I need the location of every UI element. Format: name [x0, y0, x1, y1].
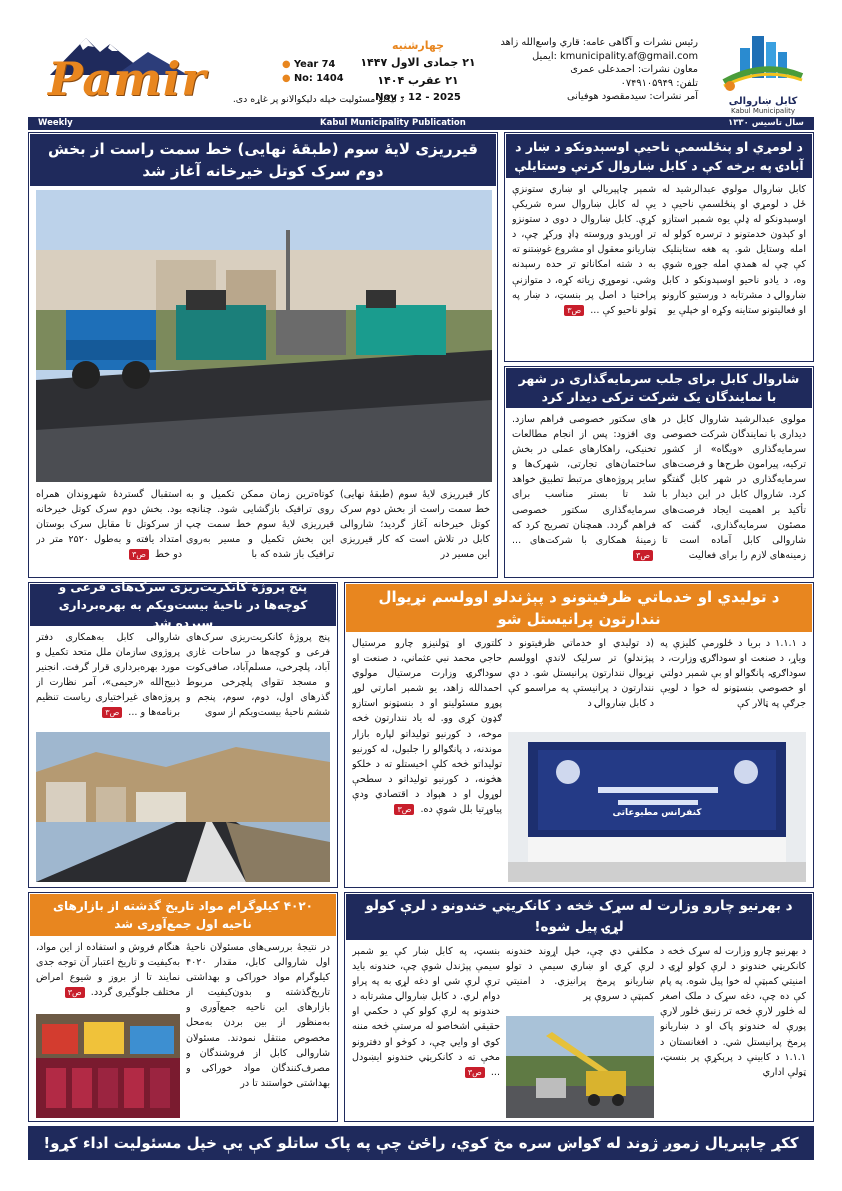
article-ministry-col-left [352, 636, 502, 884]
goods-pile-scene [36, 1014, 180, 1118]
solar-date: ۲۱ عقرب ۱۴۰۴ [377, 74, 459, 87]
continue-badge: ص۳ [465, 1067, 485, 1078]
year-number-block [282, 58, 352, 85]
article-roads-ministry-col-mid: مکلفي دي چې، خپل اړوند خندونه لرې کړي او ښاري سیمې د تولو ښاریانو پرمخ پرانیزي. د امنیتي کمېټې د سروې پر [506, 946, 654, 1003]
weekly-label: Weekly [38, 118, 73, 128]
footer-slogan: ککړ چاپېریال زموږ ژوند له ګواښ سره مخ کوي، راځئ چې په پاک ساتلو کې یې خپل مسئولیت اداء کړو! [28, 1126, 814, 1160]
article-investment-text: های سکتور خصوصی فراهم سازد. وی افزود: پس از انجام مطالعات تخنیکی، راهکارهای عملی در بخش ساختمان‌های تجارتی، شهرک‌ها و سایر پروژه‌های مرتبط تطبیق خواهد شد تا بستر مناسب برای سرمایه‌گذاری سکتور خصوصی فراهم گردد. همچنان تصریح کرد که زمینهٔ همکاری با شرکت‌های ... [512, 414, 656, 546]
continue-badge: ص۳ [394, 804, 414, 815]
day-label: چهارشنبه [391, 39, 445, 52]
brand-fa: کابل ښاروالی [728, 96, 798, 107]
conference-stage-scene [508, 732, 806, 882]
city-skyline-icon [718, 30, 808, 92]
road-paving-photo [36, 190, 492, 482]
gregorian-date: Nov - 12 - 2025 [375, 92, 461, 103]
founded-label: سال تاسیس ۱۳۳۰ [728, 118, 804, 128]
article-investment-col-left [512, 412, 656, 574]
paving-scene [36, 190, 492, 482]
article-road-col-left [36, 487, 182, 577]
staff-line: معاون نشرات: احمدعلی عمری [570, 64, 698, 75]
staff-line: آمر نشرات: سیدمقصود هوفیانی [566, 91, 698, 102]
article-concrete-text: شاروالی کابل به‌همکاری دفتر پروژوی سازمان ملل متحد تکمیل و مورد بهره‌برداری قرار گرفت. انجنیر ذبیح‌الله «رحیمی»، آمر نظارت از پروژه‌های غیراختیاری ریاست تنظیم برنامه‌ها و ... [36, 632, 180, 719]
article-concrete-col-left [36, 630, 180, 728]
press-conference-photo [508, 732, 806, 882]
article-pashto-top-headline: د لومړي او پنځلسمې ناحیې اوسېدونکو د ښار د آبادۍ په برخه کې د کابل ښاروال کرنې وستایلې [506, 134, 812, 178]
crane-street-scene [506, 1016, 654, 1118]
logo-text: Pamir [48, 52, 207, 106]
article-investment-headline: شاروال کابل برای جلب سرمایه‌گذاری در شهر با نمایندگان یک شرکت ترکی دیدار کرد [506, 368, 812, 408]
continue-badge: ص۳ [633, 550, 653, 561]
hillside-road-scene [36, 732, 330, 882]
article-road-headline: قیرریزی لایهٔ سوم (طبقهٔ نهایی) خط سمت راست از بخش دوم سرک کوتل خیرخانه آغاز شد [30, 134, 496, 186]
continue-badge: ص۳ [65, 987, 85, 998]
masthead-strip [28, 117, 814, 130]
concrete-road-photo [36, 732, 330, 882]
disclaimer: د لیکنو مسئولیت خپله دلیکوالانو پر غاړه دی. [232, 94, 404, 105]
article-roads-ministry-col-right: د بهرنیو چارو وزارت له سړک څخه د کانکریټي خندونو د لرې کولو لړۍ د امنیتي کمېټې له خوا پیل شوه. په پام کې ده چې، دغه سړک د ملک اصغر له څلور لارې څخه تر زنبق څلور لارې پورې له خندونو پاک او د ښاریانو پرمخ پرانیستل شي. د افغانستان د ۱.۱.۱ د کابینې د پرېکړې پر بنسټ، ټولې اداري [660, 946, 806, 1078]
staff-line: رئیس نشرات و آگاهی عامه: قاري واسع‌الله زاهد [500, 37, 698, 48]
continue-badge: ص۳ [102, 707, 122, 718]
article-roads-ministry-text: بنسټ، په کابل ښار کې یو شمېر سیمې پېژندل شوې چې، خندونه باید ترې لرې شي او دغه لړۍ به په پراو دوام لري. د کابل ښاروالۍ مشرتابه د خندونو په لرې کولو کې د حکمي او حقیقي اشخاصو له مرستې څخه مننه کوي او وایي چې، د کوڅو او دفترونو مخې ته د کانکریټي خندونو ایښودل ... [352, 946, 500, 1078]
hijri-date: ۲۱ جمادی الاول ۱۴۴۷ [360, 56, 476, 69]
article-food-headline: ۴۰۲۰ کیلوگرام مواد تاریخ گذشته از بازارهای ناحیه اول جمع‌آوری شد [30, 894, 336, 936]
article-pashto-top-col-right: کابل ښاروال مولوي عبدالرشید له ځل د لومړي او پنځلسمې ناحیې د اوسېدونکو له ډلې یوه شمېر استازو او کېدون خدمتونو د ترسره کولو له امله وستایل شو. په هغه ستاینلیک کې چې له همدې امله جوړه شوې وه، د یادو ناحیو اوسېدونکو د کابل ښاروالۍ د مشرتابه د ورستیو کارونو او فعالیتونو ستاینه وکړه او خپلې یو [662, 184, 806, 316]
article-pashto-top-text: شمېر چاپېریالي او ښاري ستونزې یې له کابل ښاروال سره شریکې کړې. کابل ښاروال د دوی د ستونزو تر اوریدو وروسته ډاډ ورکړ چې، د ښاریانو معقول او مشروع غوښتنو ته به د شته امکاناتو تر حده رسېدنه وشي. نوموړي زیاته کړه، د متوازنې پراختیا د اصل پر بنسټ، د ښار په ټولو ناحیو کې ... [512, 184, 656, 316]
barrier-removal-photo [506, 1016, 654, 1118]
brand-en: Kabul Municipality [731, 107, 795, 115]
article-ministry-col-mid: (د تولیدي او خدماتي ظرفیتونو د پېژندلو) تر سرلیک لاندې اوولسم نړیوال نندارتون پرانیستل شو. د دې نندارتون د پرانیستې په مراسمو کې د کابل ښاروالۍ د [508, 638, 654, 710]
staff-line: kmunicipality.af@gmail.com :ایمیل [532, 50, 698, 62]
article-ministry-text: کلتوري او ټولنیزو چارو مرستیال حاجي محمد نبي عثماني، د صنعت او سوداګرۍ وزارت مرستیال مولوي احمدالله زاهد، یو شمېر امارتي لوړ پوړو مسئولینو او د بنسټونو استازو ګډون کړی وو. له یاد نندارتون څخه موخه، د کورنیو تولیداتو لپاره بازار موندنه، د پانګوالو را جلبول، له کورنیو تولیداتو څخه کلې اخیستلو ته د خلکو هڅونه، د کورنیو تولیداتو د سطحې لوړول او د هېواد د اقتصادي ودې پیاوړتیا بلل شوې ده. [352, 638, 502, 816]
article-ministry-headline: د تولیدي او خدماتي ظرفیتونو د پېژندلو اوولسم نړیوال نندارتون پرانیستل شو [346, 584, 812, 632]
staff-list [498, 36, 698, 104]
staff-line: تلفن: ۰۷۴۹۱۰۵۹۴۹ [620, 77, 698, 89]
press-conference-banner: کنفرانس مطبوعاتی [612, 808, 702, 818]
article-concrete-col-right: پنج پروژهٔ کانکریت‌ریزی سرک‌های فرعی و کوچه‌ها در ساحات غازی آباد، پلچرخی، مسلم‌آباد، صافی‌کوت و مسجد تقوای پلچرخی مربوط گذرهای اول، دوم، سوم، پنجم و ششم ناحیهٔ بیست‌ویکم از سوی [186, 632, 330, 719]
article-investment-col-right: مولوی عبدالرشید شاروال کابل در دیداری با نمایندگان شرکت خصوصی سرمایه‌گذاری «ویگاه» از کشور ترکیه، پیرامون طرح‌ها و فرصت‌های سرمایه‌گذاری در شهر کابل گفتگو کرد. شاروال کابل در این دیدار با تأکید بر اهمیت ایجاد فرصت‌های مصئون سرمایه‌گذاری، گفت که شاروالی کابل آماده است تا زمینه‌های لازم را برای فعالیت [662, 414, 806, 561]
article-food-text: هنگام فروش و استفاده از این مواد، به‌کیفیت و تاریخ اعتبار آن توجه جدی نمایند تا از بروز و شیوع امراض مختلف جلوگیری گردد. [36, 942, 180, 999]
article-road-col-mid: کوتاه‌ترین زمان ممکن تکمیل و به روی ترافیک بازگشایی شود. چنانچه قیرریزی لایهٔ سوم خط سمت چپ این بخش تکمیل و مسیر به‌روی ترافیک باز شده که با [186, 489, 334, 561]
municipality-logo [718, 30, 808, 115]
article-concrete-headline: پنج پروژهٔ کانکریت‌ریزی سرک‌های فرعی و کوچه‌ها در ناحیهٔ بیست‌ویکم به بهره‌برداری سپرده شد [30, 584, 336, 626]
article-ministry-col-right: د ۱.۱.۱ د بریا د ځلورمې کلیزې په ویاړ، د صنعت او سوداګرۍ وزارت، د سوداګرۍ، پانګوالو او بې شمېر دولتي او خصوصي بنسټونو له خوا د لویې جرګې په ټالار کې [660, 638, 806, 710]
article-road-text: استقبال گستردهٔ شهروندان همراه بود. بخش دوم سرک کوتل خیرخانه از سرکوتل تا مقابل سرک بوستان امتداد یافته و به‌طول ۲۵۲۰ متر در دو خط [36, 489, 182, 561]
continue-badge: ص۳ [129, 549, 149, 560]
article-roads-ministry-col-left [352, 944, 500, 1118]
article-road-col-right: کار قیرریزی لایهٔ سوم (طبقهٔ نهایی) خط سمت راست از بخش دوم سرک کوتل خیرخانه آغاز گردید؛ شاروالی کابل در تلاش است که کار قیرریزی این مسیر در [340, 489, 490, 561]
masthead [28, 28, 814, 114]
continue-badge: ص۳ [564, 305, 584, 316]
article-roads-ministry-headline: د بهرنیو چارو وزارت له سړک څخه د کانکریټي خندونو د لرې کولو لړۍ پیل شوه! [346, 894, 812, 940]
article-pashto-top-col-left [512, 182, 656, 358]
article-food-col-right: در نتیجهٔ بررسی‌های مسئولان ناحیهٔ اول شاروالی کابل، مقدار ۴۰۲۰ کیلوگرام مواد خوراکی و بهداشتی تاریخ‌گذشته و بدون‌کیفیت از بازارهای این ناحیه جمع‌آوری و به‌منظور از بین بردن به‌محل مخصوص منتقل نمودند. مسئولان شاروالی کابل از فروشندگان و مصرف‌کنندگان مواد خوراکی و بهداشتی خواستند تا در [186, 942, 330, 1089]
publication-label: Kabul Municipality Publication [320, 118, 466, 128]
article-food-col-left [36, 940, 180, 1010]
expired-goods-photo [36, 1014, 180, 1118]
number-label: ● No: 1404 [282, 72, 344, 84]
pamir-logo [38, 30, 208, 110]
year-label: ● Year 74 [282, 59, 336, 70]
